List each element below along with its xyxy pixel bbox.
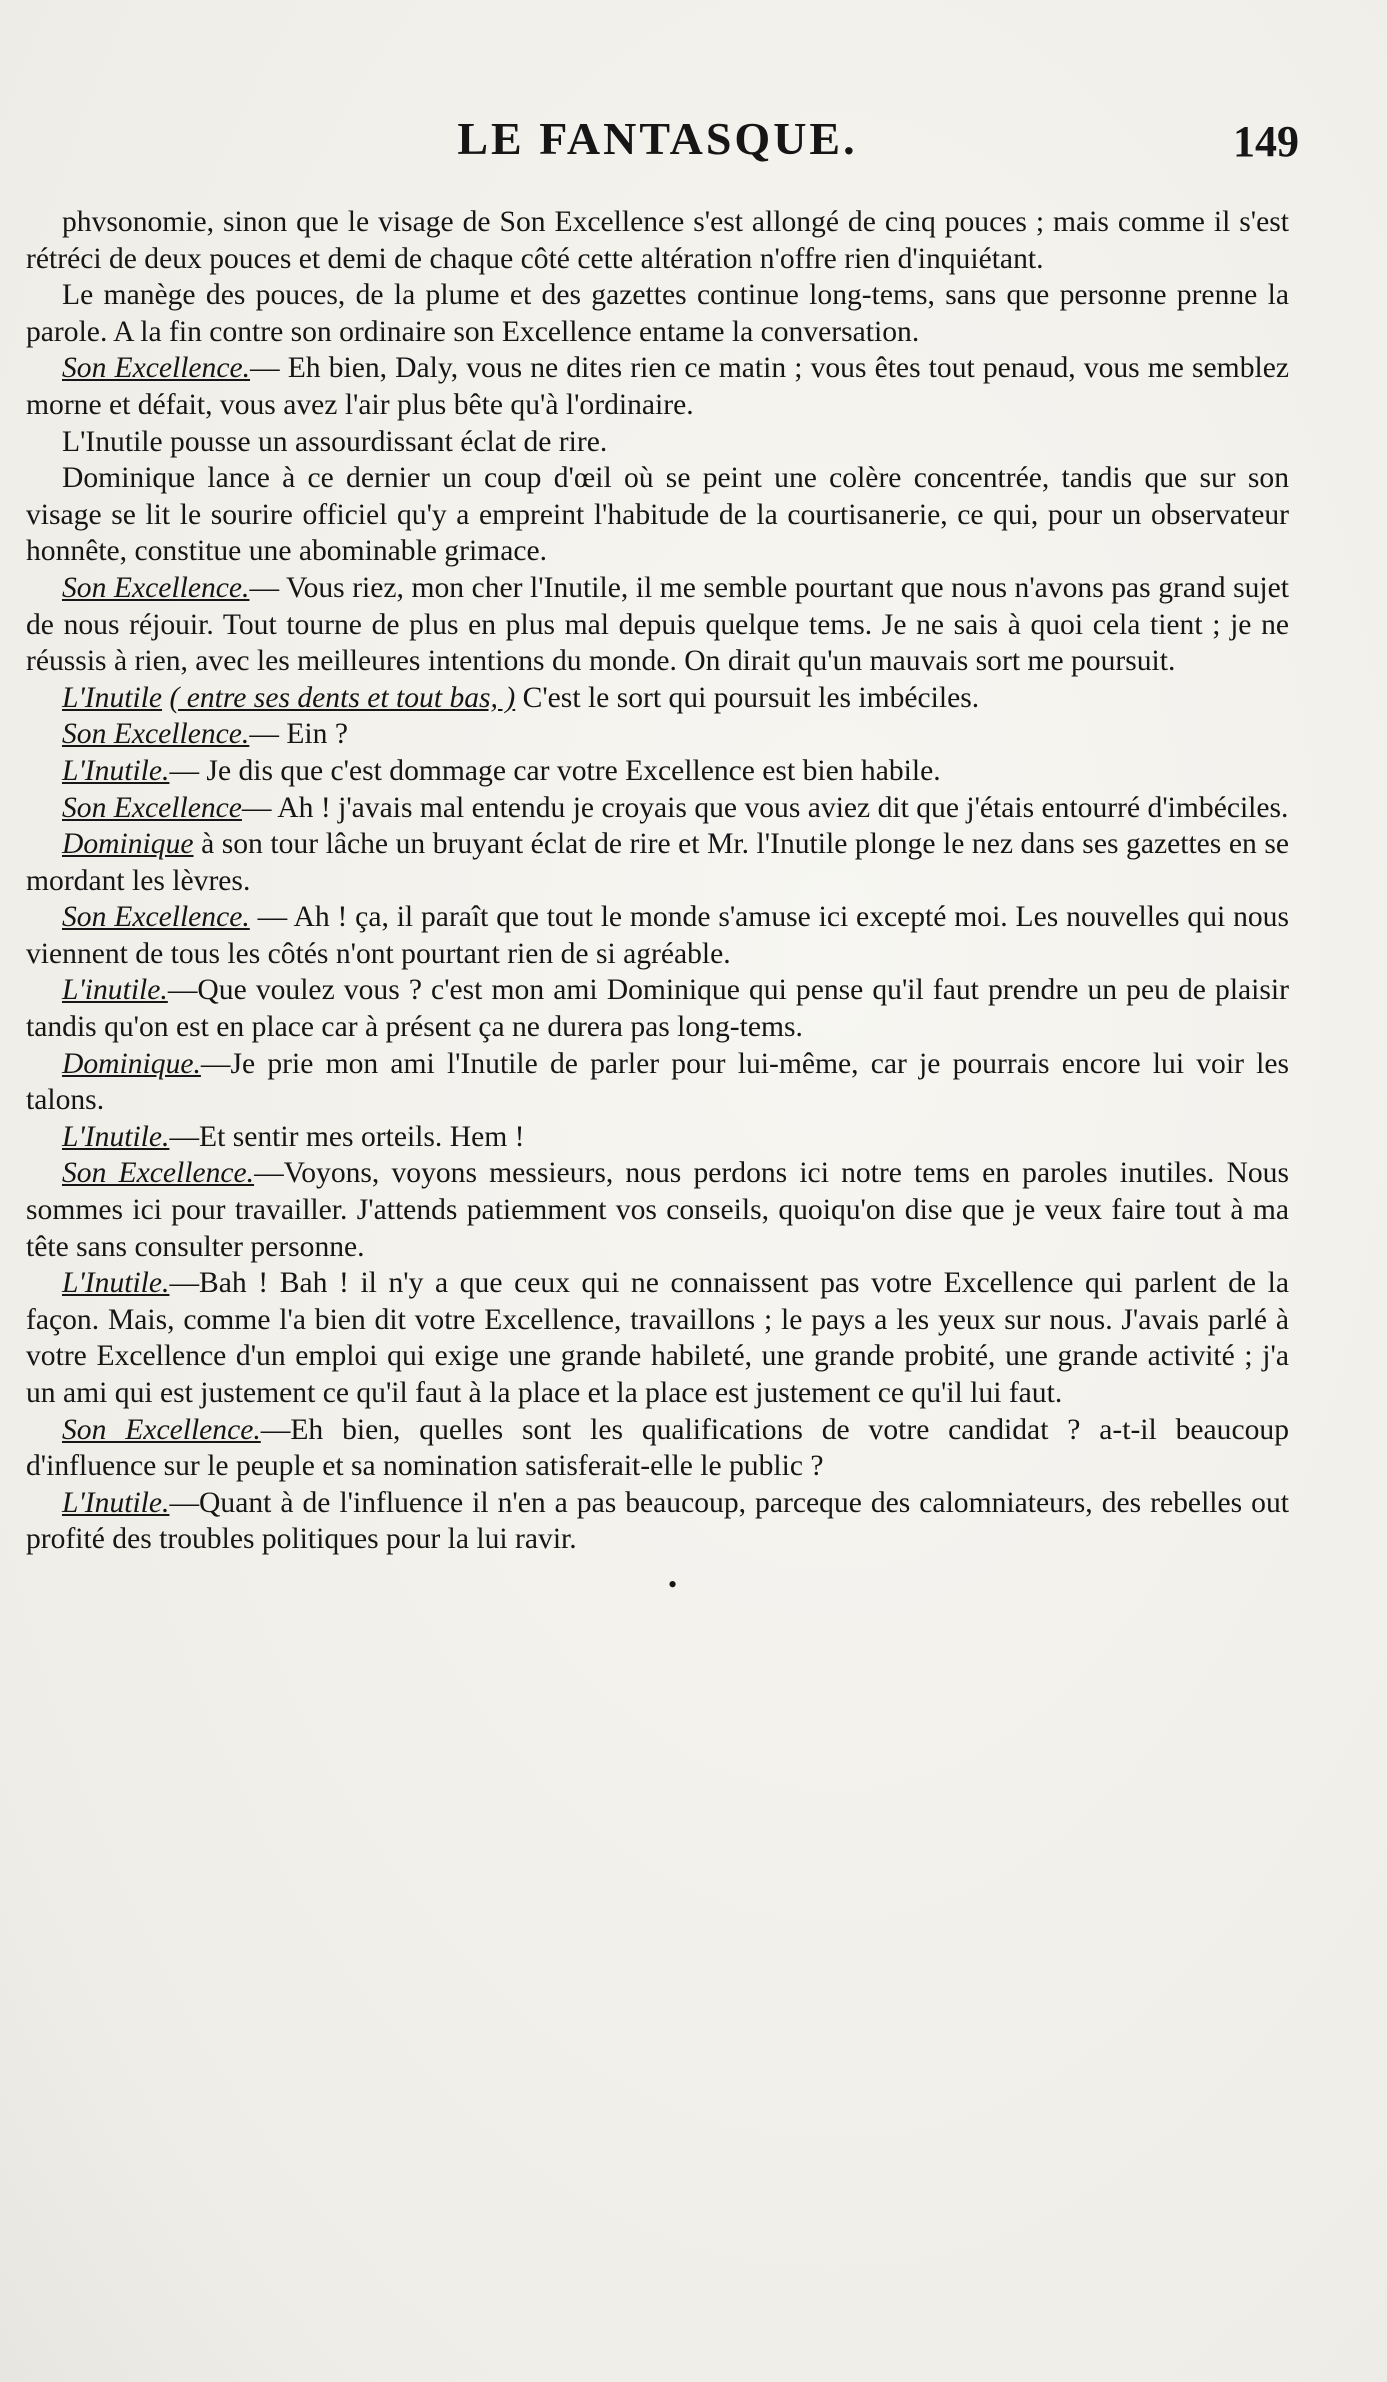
paragraph-text: Le manège des pouces, de la plume et des gazettes continue long-tems, sans que personne prenne la parole. A la fin contre son ordinaire son Excellence entame la conversation. — [26, 279, 1289, 348]
speaker-name: Son Excellence. — [62, 901, 250, 934]
paragraph — [26, 460, 1289, 570]
speaker-name: Son Excellence — [62, 791, 242, 824]
paragraph-text: — Je dis que c'est dommage car votre Excellence est bien habile. — [169, 754, 941, 787]
footer-ornament: • — [667, 1569, 678, 1599]
speaker-name: Son Excellence. — [62, 352, 251, 385]
paragraph — [26, 1119, 1289, 1156]
speaker-name: Son Excellence. — [62, 571, 250, 604]
running-title: LE FANTASQUE. — [457, 113, 858, 164]
speaker-name: Son Excellence. — [62, 1157, 255, 1190]
paragraph-text: —Voyons, voyons messieurs, nous perdons ici notre tems en paroles inutiles. Nous sommes ici pour travailler. J'attends patiemment vos conseils, quoiqu'on dise que je veux faire tout à ma tête sans consulter personne. — [26, 1157, 1289, 1263]
speaker-name: L'Inutile — [62, 681, 163, 714]
stage-direction: ( entre ses dents et tout bas, ) — [169, 681, 516, 714]
paragraph — [26, 424, 1289, 461]
paragraph — [26, 972, 1289, 1045]
paragraph — [26, 1485, 1289, 1558]
paragraph-text: —Et sentir mes orteils. Hem ! — [169, 1120, 525, 1153]
paragraph-text: — Eh bien, Daly, vous ne dites rien ce matin ; vous êtes tout penaud, vous me semblez morne et défait, vous avez l'air plus bête qu'à l'ordinaire. — [26, 352, 1289, 421]
paragraph — [26, 570, 1289, 680]
speaker-name: L'inutile. — [62, 974, 168, 1007]
paragraph — [26, 716, 1289, 753]
paragraph-text: —Je prie mon ami l'Inutile de parler pour lui-même, car je pourrais encore lui voir les talons. — [26, 1047, 1289, 1117]
speaker-name: L'Inutile. — [62, 1267, 170, 1300]
paragraph — [26, 790, 1289, 827]
paragraph-text: à son tour lâche un bruyant éclat de rire et Mr. l'Inutile plonge le nez dans ses gazettes en se mordant les lèvres. — [26, 828, 1289, 897]
paragraph — [26, 277, 1289, 350]
paragraph-text: L'Inutile pousse un assourdissant éclat de rire. — [62, 425, 608, 458]
paragraph-text: — Vous riez, mon cher l'Inutile, il me semble pourtant que nous n'avons pas grand sujet de nous réjouir. Tout tourne de plus en plus mal depuis quelque tems. Je ne sais à quoi cela tient ; je ne réussis à rien, avec les meilleures intentions du monde. On dirait qu'un mauvais sort me poursuit. — [26, 571, 1289, 678]
paragraph-text: — Ein ? — [249, 718, 348, 751]
paragraph-text: — Ah ! ça, il paraît que tout le monde s'amuse ici excepté moi. Les nouvelles qui nous viennent de tous les côtés n'ont pourtant rien de si agréable. — [26, 901, 1289, 970]
paragraph-text: —Bah ! Bah ! il n'y a que ceux qui ne connaissent pas votre Excellence qui parlent de la façon. Mais, comme l'a bien dit votre Excellence, travaillons ; le pays a les yeux sur nous. J'avais parlé à votre Excellence d'un emploi qui exige une grande habileté, une grande probité, une grande activité ; j'a un ami qui est justement ce qu'il faut à la place et la place est justement ce qu'il lui faut. — [26, 1267, 1289, 1409]
paragraph-text: —Que voulez vous ? c'est mon ami Dominique qui pense qu'il faut prendre un peu de plaisir tandis qu'on est en place car à présent ça ne durera pas long-tems. — [26, 974, 1289, 1044]
speaker-name: Dominique — [62, 828, 194, 861]
paragraph — [26, 350, 1289, 423]
paragraph — [26, 680, 1289, 717]
paragraph — [26, 1046, 1289, 1119]
speaker-name: Son Excellence. — [62, 718, 250, 751]
speaker-name: L'Inutile. — [62, 754, 170, 787]
paragraph — [26, 753, 1289, 790]
speaker-name: Dominique. — [62, 1047, 201, 1080]
paragraph — [26, 1155, 1289, 1265]
paragraph — [26, 1265, 1289, 1411]
speaker-name: L'Inutile. — [62, 1486, 170, 1519]
paragraph — [26, 204, 1289, 277]
paragraph — [26, 1412, 1289, 1485]
page-number: 149 — [1233, 117, 1299, 166]
paragraph-text: C'est le sort qui poursuit les imbéciles. — [515, 681, 980, 714]
speaker-name: Son Excellence. — [62, 1413, 261, 1446]
speaker-name: L'Inutile. — [62, 1120, 170, 1153]
article-body — [26, 204, 1289, 1558]
paragraph — [26, 899, 1289, 972]
paragraph-text: —Eh bien, quelles sont les qualifications de votre candidat ? a-t-il beaucoup d'influence sur le peuple et sa nomination satisferait-elle le public ? — [26, 1413, 1289, 1483]
paragraph-text: Dominique lance à ce dernier un coup d'œil où se peint une colère concentrée, tandis que sur son visage se lit le sourire officiel qu'y a empreint l'habitude de la courtisanerie, ce qui, pour un observateur honnête, constitue une abominable grimace. — [26, 462, 1289, 568]
paragraph — [26, 826, 1289, 899]
paragraph-text: —Quant à de l'influence il n'en a pas beaucoup, parceque des calomniateurs, des rebelles out profité des troubles politiques pour la lui ravir. — [26, 1486, 1289, 1556]
paragraph-text: phvsonomie, sinon que le visage de Son Excellence s'est allongé de cinq pouces ; mais comme il s'est rétréci de deux pouces et demi de chaque côté cette altération n'offre rien d'inquiétant. — [26, 206, 1289, 275]
page-header — [26, 112, 1299, 204]
paragraph-text: — Ah ! j'avais mal entendu je croyais que vous aviez dit que j'étais entourré d'imbéciles. — [241, 791, 1289, 824]
